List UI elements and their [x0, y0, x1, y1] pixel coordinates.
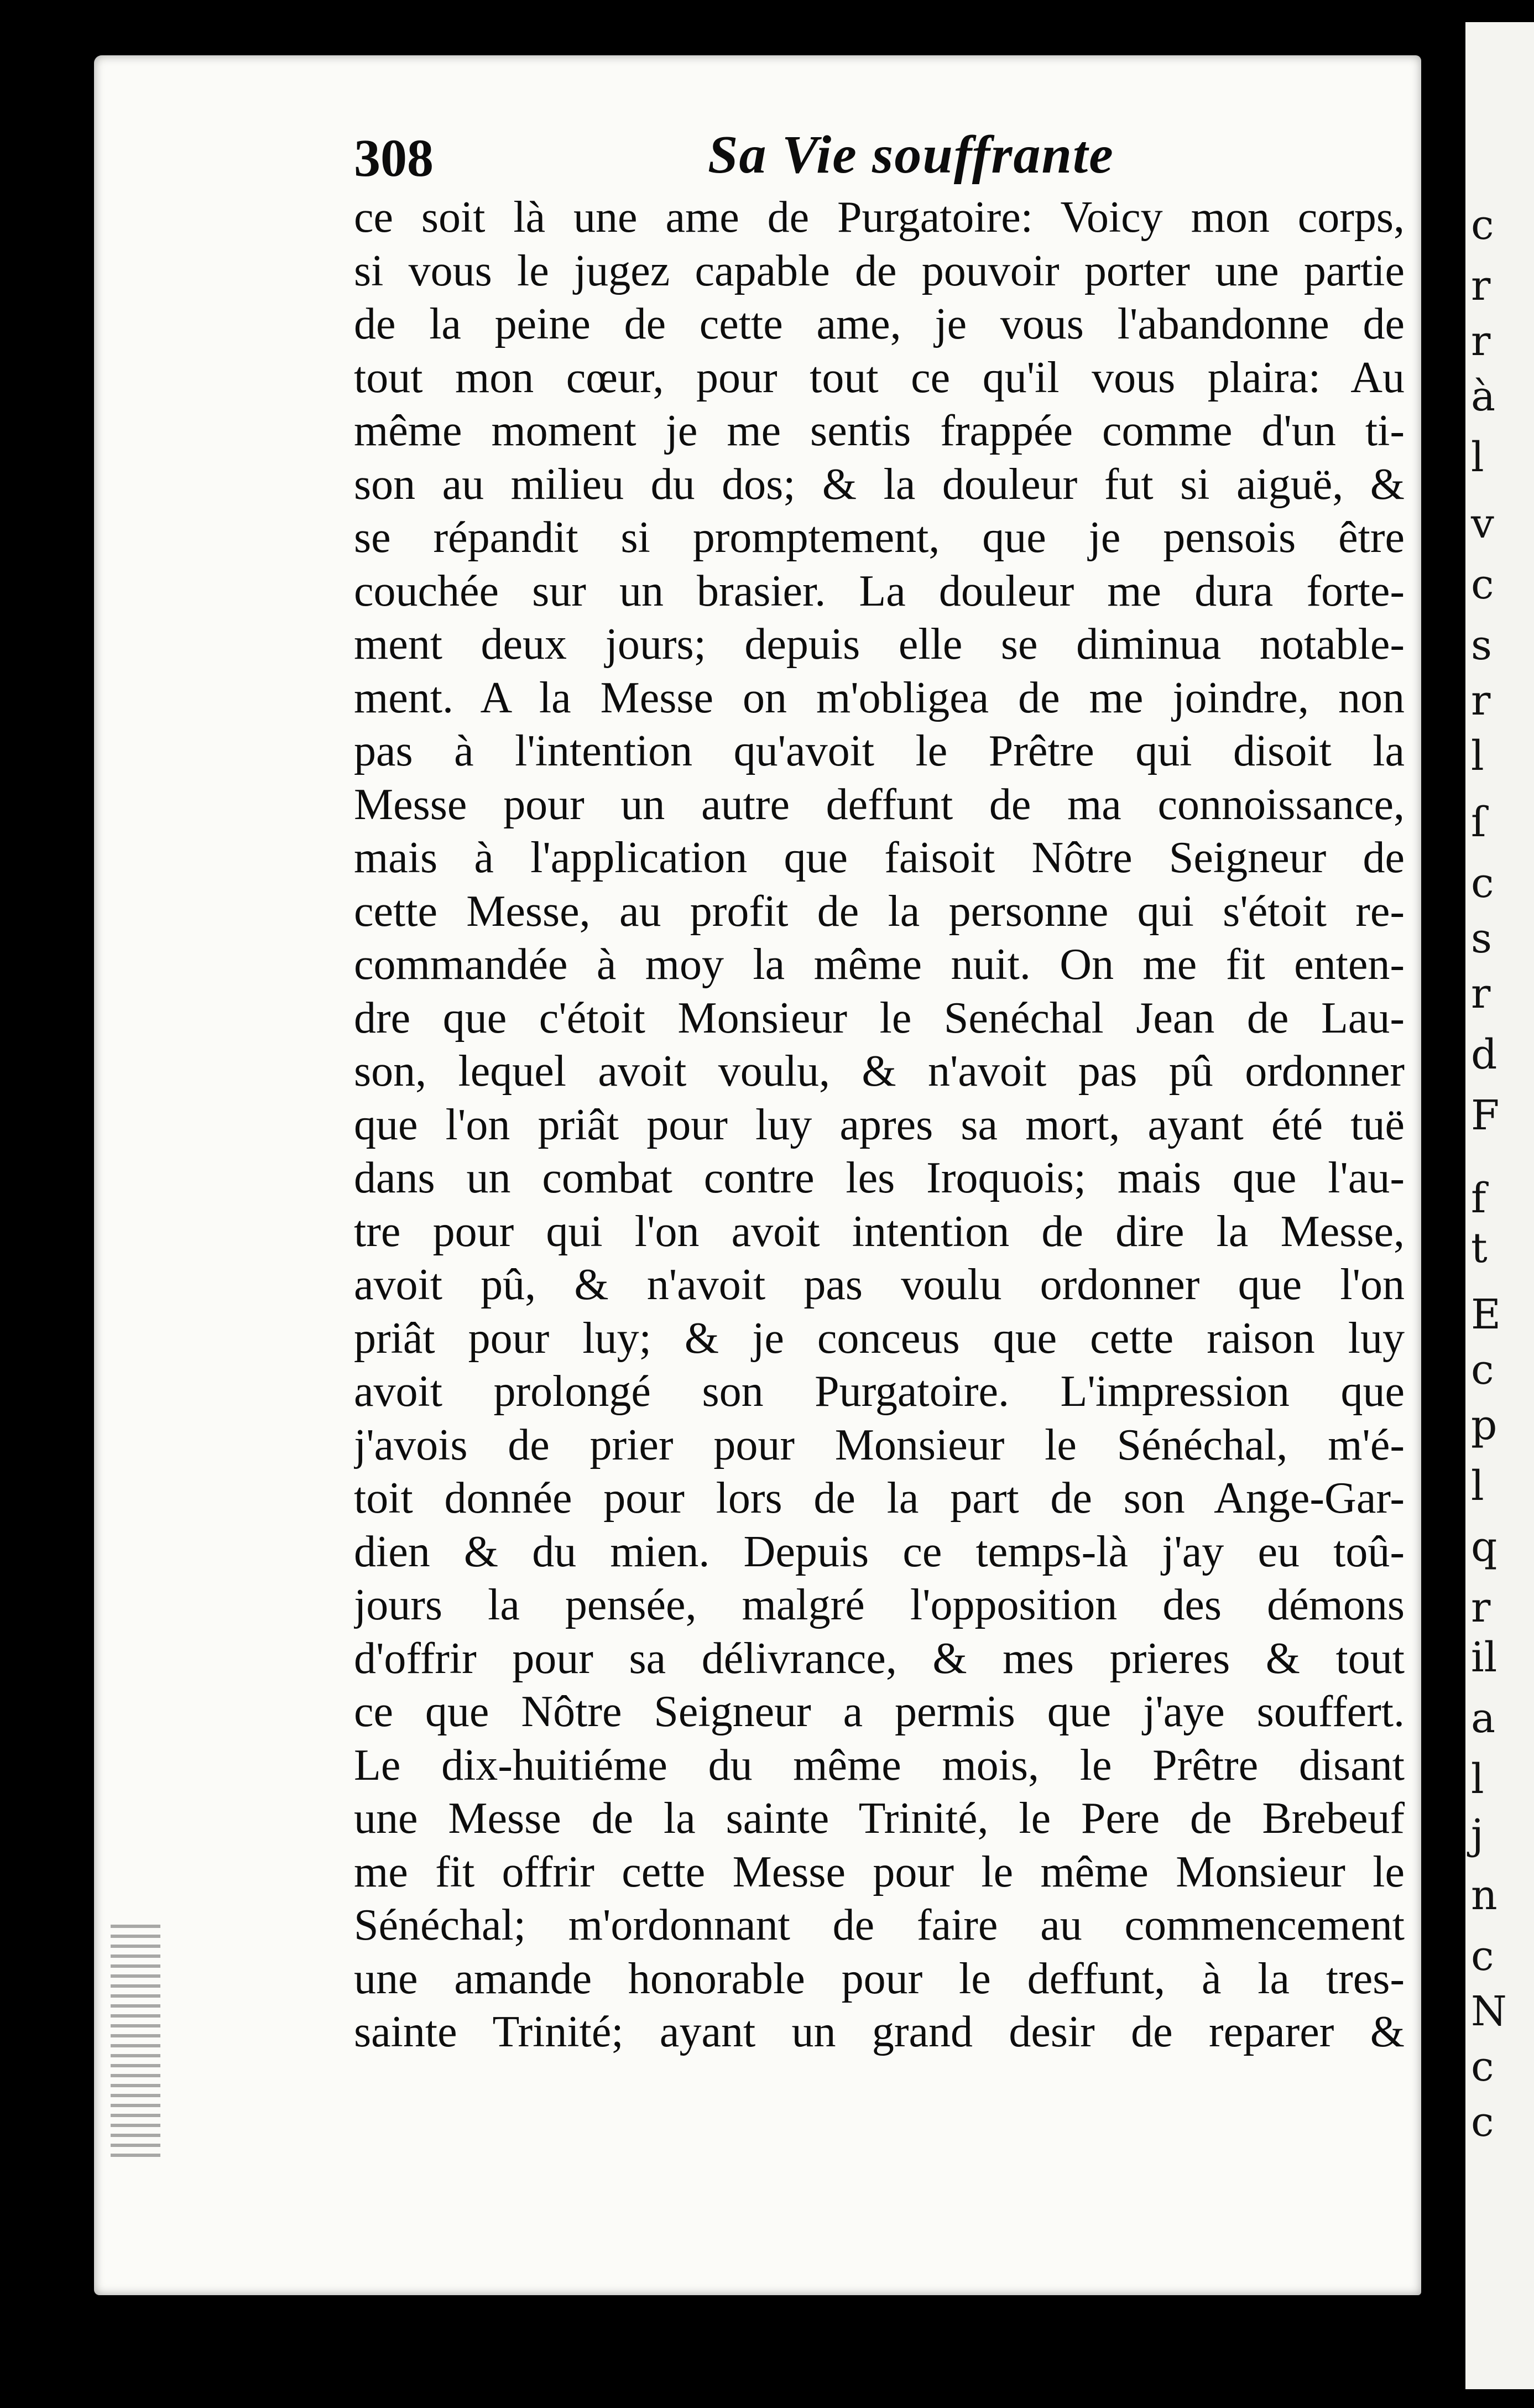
text-line: mais à l'application que faisoit Nôtre Seigneur de — [354, 833, 1405, 882]
facing-page-letter: s — [1471, 622, 1492, 669]
text-line: jours la pensée, malgré l'opposition des démons — [354, 1581, 1405, 1629]
text-line: dre que c'étoit Monsieur le Senéchal Jean de Lau- — [354, 993, 1405, 1043]
text-line: tre pour qui l'on avoit intention de dire la Messe, — [354, 1207, 1405, 1256]
page-stain — [111, 1925, 160, 2157]
text-line: son, lequel avoit voulu, & n'avoit pas pû ordonner — [354, 1047, 1405, 1096]
facing-page-letter: q — [1471, 1523, 1498, 1571]
text-line: dien & du mien. Depuis ce temps-là j'ay eu toû- — [354, 1527, 1405, 1576]
text-line: d'offrir pour sa délivrance, & mes prieres & tout — [354, 1634, 1405, 1683]
text-line: Messe pour un autre deffunt de ma connoissance, — [354, 780, 1405, 829]
facing-page-letter: c — [1471, 1346, 1494, 1394]
facing-page-letter: ſ — [1471, 799, 1486, 846]
facing-page-letter: c — [1471, 561, 1494, 608]
text-line: ment. A la Messe on m'obligea de me joindre, non — [354, 673, 1405, 722]
text-line: ce soit là une ame de Purgatoire: Voicy mon corps, — [354, 193, 1405, 242]
text-line: Le dix-huitiéme du même mois, le Prêtre disant — [354, 1740, 1405, 1790]
text-line: cette Messe, au profit de la personne qui s'étoit re- — [354, 887, 1405, 936]
text-line: couchée sur un brasier. La douleur me dura forte- — [354, 566, 1405, 616]
text-line: sainte Trinité; ayant un grand desir de reparer & — [354, 2008, 1405, 2056]
body-text — [354, 191, 1405, 2059]
text-line: pas à l'intention qu'avoit le Prêtre qui disoit la — [354, 727, 1405, 775]
facing-page-letter: l — [1471, 732, 1484, 780]
text-line: ment deux jours; depuis elle se diminua notable- — [354, 620, 1405, 669]
facing-page-letter: l — [1471, 1755, 1484, 1803]
facing-page-letter: l — [1471, 434, 1484, 481]
facing-page-letter: s — [1471, 915, 1492, 962]
facing-page-letter: c — [1471, 859, 1494, 907]
text-line: commandée à moy la même nuit. On me fit enten- — [354, 940, 1405, 989]
facing-page-letter: r — [1471, 677, 1491, 725]
text-line: se répandit si promptement, que je pensois être — [354, 513, 1405, 562]
facing-page-letter: c — [1471, 2098, 1494, 2146]
text-line: priât pour luy; & je conceus que cette raison luy — [354, 1314, 1405, 1363]
text-line: ce que Nôtre Seigneur a permis que j'aye souffert. — [354, 1687, 1405, 1736]
facing-page-letter: n — [1471, 1872, 1498, 1919]
facing-page-letter: E — [1471, 1291, 1501, 1338]
text-line: j'avois de prier pour Monsieur le Sénéchal, m'é- — [354, 1420, 1405, 1469]
facing-page-letter: N — [1471, 1988, 1507, 2035]
text-line: que l'on priât pour luy apres sa mort, ayant été tuë — [354, 1100, 1405, 1149]
facing-page-letter: t — [1471, 1224, 1488, 1272]
facing-page-letter: j — [1471, 1811, 1484, 1858]
facing-page-letter: p — [1471, 1401, 1498, 1449]
text-line: même moment je me sentis frappée comme d'un ti- — [354, 406, 1405, 455]
text-line: une amande honorable pour le deffunt, à la tres- — [354, 1954, 1405, 2003]
facing-page-letter: a — [1471, 1695, 1496, 1742]
page-number: 308 — [354, 128, 434, 187]
text-line: avoit prolongé son Purgatoire. L'impression que — [354, 1367, 1405, 1416]
text-line: tout mon cœur, pour tout ce qu'il vous plaira: Au — [354, 353, 1405, 402]
text-line: Sénéchal; m'ordonnant de faire au commencement — [354, 1901, 1405, 1950]
gutter-shadow — [1421, 33, 1441, 2323]
text-line: son au milieu du dos; & la douleur fut si aiguë, & — [354, 460, 1405, 509]
facing-page-letter: F — [1471, 1092, 1500, 1139]
facing-page-letter: r — [1471, 1584, 1491, 1632]
text-line: me fit offrir cette Messe pour le même Monsieur le — [354, 1847, 1405, 1896]
text-line: toit donnée pour lors de la part de son Ange-Gar- — [354, 1474, 1405, 1523]
facing-page-letter: c — [1471, 201, 1494, 249]
text-line: une Messe de la sainte Trinité, le Pere de Brebeuf — [354, 1794, 1405, 1843]
facing-page-letter: il — [1471, 1634, 1498, 1681]
text-line: dans un combat contre les Iroquois; mais que l'au- — [354, 1154, 1405, 1202]
facing-page-letter: f — [1471, 1175, 1486, 1222]
facing-page-letter: d — [1471, 1031, 1498, 1078]
facing-page-letter: c — [1471, 1932, 1494, 1980]
facing-page-letter: à — [1471, 373, 1496, 420]
facing-page-letter: r — [1471, 970, 1491, 1018]
facing-page-letter: v — [1471, 500, 1494, 548]
facing-page-letter: c — [1471, 2043, 1494, 2091]
running-title: Sa Vie souffrante — [708, 125, 1114, 185]
facing-page-letter: l — [1471, 1462, 1484, 1510]
text-line: si vous le jugez capable de pouvoir porter une partie — [354, 246, 1405, 295]
facing-page-letter: r — [1471, 262, 1491, 310]
facing-page-letter: r — [1471, 317, 1491, 365]
text-line: de la peine de cette ame, je vous l'abandonne de — [354, 300, 1405, 348]
text-line: avoit pû, & n'avoit pas voulu ordonner que l'on — [354, 1260, 1405, 1309]
right-page-edge — [1465, 22, 1534, 2389]
